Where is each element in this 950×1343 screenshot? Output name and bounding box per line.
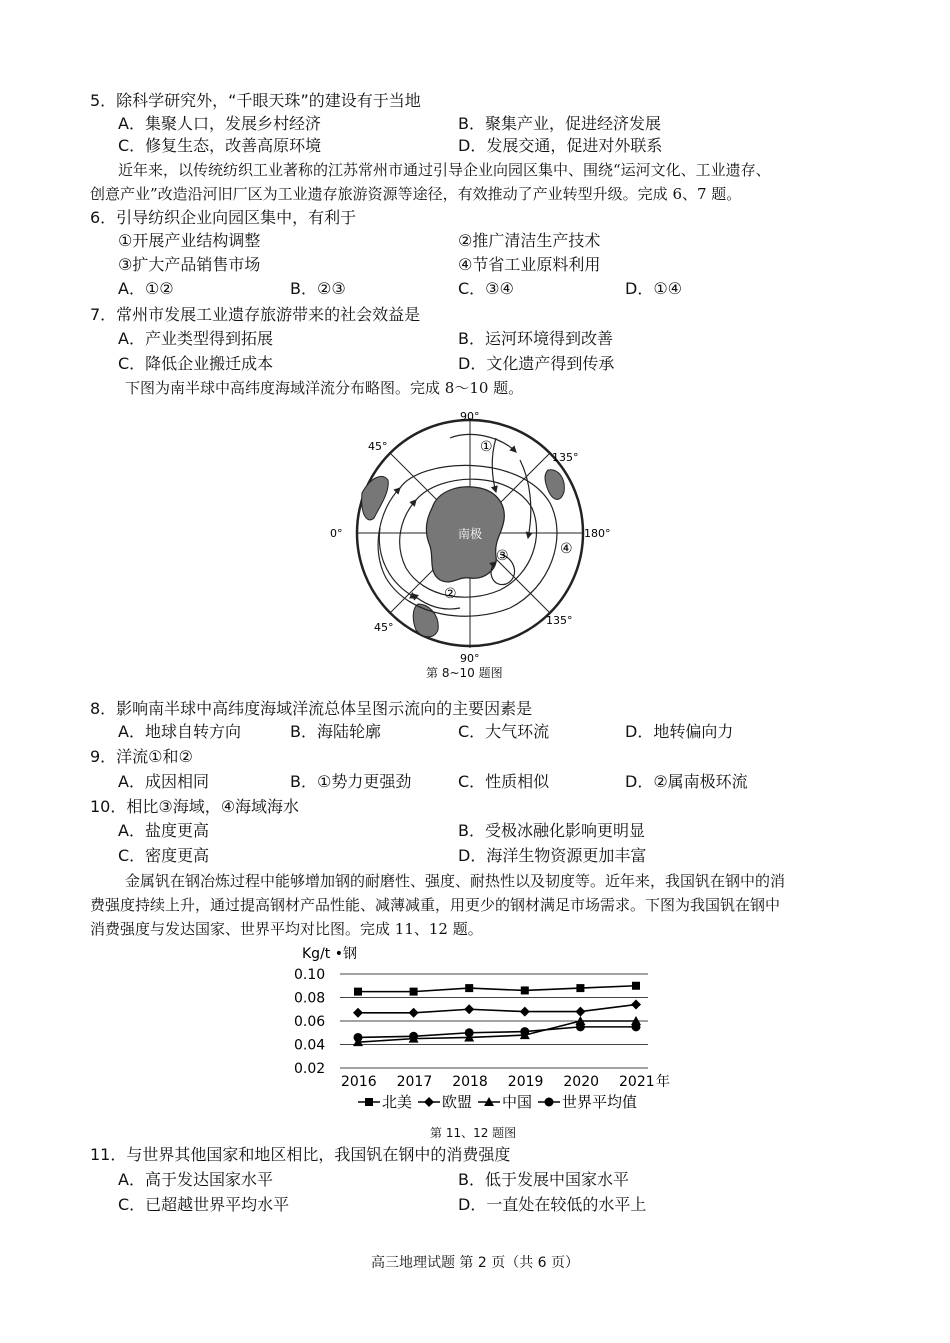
q7-option-a: A．产业类型得到拓展: [118, 329, 273, 348]
chart-point-square: [354, 988, 362, 996]
chart-point-diamond: [520, 1007, 530, 1017]
q5-option-b: B．聚集产业，促进经济发展: [458, 114, 661, 133]
q5-option-d: D．发展交通，促进对外联系: [458, 136, 663, 155]
map-caption: 第 8~10 题图: [426, 666, 503, 680]
q6-item-2: ②推广清洁生产技术: [458, 231, 601, 250]
chart-point-circle: [632, 1022, 641, 1031]
chart-point-diamond: [631, 1000, 641, 1010]
chart-point-square: [410, 988, 418, 996]
legend-marker-circle: [545, 1098, 554, 1107]
chart-point-square: [521, 986, 529, 994]
q5-option-a: A．集聚人口，发展乡村经济: [118, 114, 321, 133]
chart-x-tick-label: 2021: [619, 1074, 655, 1090]
label-90-bottom: 90°: [460, 652, 480, 665]
legend-marker-square: [365, 1098, 373, 1106]
chart-caption: 第 11、12 题图: [430, 1126, 517, 1140]
q11-option-c: C．已超越世界平均水平: [118, 1195, 290, 1214]
chart-point-circle: [520, 1027, 529, 1036]
chart-y-axis-label: Kg/t •钢: [302, 946, 357, 962]
label-90-top: 90°: [460, 410, 480, 423]
marker-4: ④: [560, 541, 573, 557]
q10-stem: 10．相比③海域，④海域海水: [90, 797, 300, 816]
ocean-current-map: [320, 408, 610, 666]
chart-point-square: [632, 982, 640, 990]
vanadium-consumption-chart: [280, 940, 680, 1120]
q7-stem: 7．常州市发展工业遗存旅游带来的社会效益是: [90, 305, 421, 324]
q7-option-b: B．运河环境得到改善: [458, 329, 613, 348]
q9-option-c: C．性质相似: [458, 772, 550, 791]
legend-label: 北美: [382, 1093, 413, 1111]
q8-option-c: C．大气环流: [458, 722, 550, 741]
chart-x-tick-label: 2018: [452, 1074, 488, 1090]
chart-point-diamond: [353, 1008, 363, 1018]
chart-point-circle: [576, 1022, 585, 1031]
q6-option-d: D．①④: [625, 279, 683, 298]
q8-option-a: A．地球自转方向: [118, 722, 241, 741]
intro-8-10: 下图为南半球中高纬度海域洋流分布略图。完成 8～10 题。: [125, 379, 524, 397]
chart-point-diamond: [409, 1008, 419, 1018]
intro-6-7-line1: 近年来，以传统纺织工业著称的江苏常州市通过引导企业向园区集中、围绕“运河文化、工业遗存、: [118, 161, 771, 179]
q11-stem: 11．与世界其他国家和地区相比，我国钒在钢中的消费强度: [90, 1145, 511, 1164]
q6-option-b: B．②③: [290, 279, 346, 298]
q8-stem: 8．影响南半球中高纬度海域洋流总体呈图示流向的主要因素是: [90, 699, 533, 718]
chart-y-tick-label: 0.08: [294, 990, 326, 1007]
q10-option-d: D．海洋生物资源更加丰富: [458, 846, 647, 865]
marker-2: ②: [444, 586, 457, 602]
page-footer: 高三地理试题 第 2 页（共 6 页）: [370, 1255, 580, 1271]
legend-label: 中国: [502, 1093, 533, 1111]
chart-x-tick-label: 2020: [563, 1074, 600, 1090]
intro-11-12-line2: 费强度持续上升，通过提高钢材产品性能、减薄减重，用更少的钢材满足市场需求。下图为我国钒在钢中: [90, 896, 781, 914]
label-0: 0°: [330, 527, 343, 540]
marker-1: ①: [480, 439, 493, 455]
q8-option-b: B．海陆轮廓: [290, 722, 381, 741]
q7-option-d: D．文化遗产得到传承: [458, 354, 615, 373]
label-south-pole: 南极: [458, 527, 483, 541]
q6-option-a: A．①②: [118, 279, 174, 298]
chart-point-circle: [465, 1028, 474, 1037]
label-180: 180°: [584, 527, 610, 540]
chart-point-square: [465, 984, 473, 992]
chart-point-square: [576, 984, 584, 992]
q6-item-4: ④节省工业原料利用: [458, 255, 601, 274]
q9-stem: 9．洋流①和②: [90, 747, 193, 766]
chart-y-tick-label: 0.06: [294, 1014, 326, 1030]
chart-x-tick-label: 2019: [507, 1074, 544, 1090]
chart-series-line-square: [358, 986, 636, 992]
legend-marker-diamond: [424, 1097, 434, 1107]
intro-6-7-line2: 创意产业”改造沿河旧厂区为工业遗存旅游资源等途径，有效推动了产业转型升级。完成 6、7 题。: [90, 185, 742, 203]
chart-point-diamond: [464, 1004, 474, 1014]
q9-option-a: A．成因相同: [118, 772, 209, 791]
label-45-bottom: 45°: [374, 621, 394, 634]
q11-option-b: B．低于发展中国家水平: [458, 1170, 629, 1189]
q8-option-d: D．地转偏向力: [625, 722, 734, 741]
chart-point-diamond: [575, 1007, 585, 1017]
chart-x-tick-label: 2016: [341, 1074, 377, 1090]
chart-y-tick-label: 0.02: [294, 1061, 326, 1077]
marker-3: ③: [496, 548, 509, 564]
label-135-top: 135°: [552, 451, 579, 464]
label-45-top: 45°: [368, 440, 388, 453]
legend-label: 欧盟: [442, 1093, 473, 1111]
q7-option-c: C．降低企业搬迁成本: [118, 354, 274, 373]
q5-option-c: C．修复生态，改善高原环境: [118, 136, 322, 155]
q9-option-b: B．①势力更强劲: [290, 772, 412, 791]
intro-11-12-line3: 消费强度与发达国家、世界平均对比图。完成 11、12 题。: [90, 920, 483, 938]
chart-point-circle: [409, 1032, 418, 1041]
q6-item-3: ③扩大产品销售市场: [118, 255, 261, 274]
q11-option-a: A．高于发达国家水平: [118, 1170, 273, 1189]
q6-item-1: ①开展产业结构调整: [118, 231, 261, 250]
chart-point-circle: [354, 1033, 363, 1042]
chart-x-unit: 年: [656, 1074, 670, 1090]
q10-option-c: C．密度更高: [118, 846, 210, 865]
chart-x-tick-label: 2017: [396, 1074, 433, 1090]
legend-label: 世界平均值: [562, 1093, 638, 1111]
chart-y-tick-label: 0.10: [294, 967, 326, 983]
chart-y-tick-label: 0.04: [294, 1037, 326, 1054]
q10-option-b: B．受极冰融化影响更明显: [458, 821, 645, 840]
intro-11-12-line1: 金属钒在钢冶炼过程中能够增加钢的耐磨性、强度、耐热性以及韧度等。近年来，我国钒在钢中的消: [125, 872, 786, 890]
q6-option-c: C．③④: [458, 279, 514, 298]
q11-option-d: D．一直处在较低的水平上: [458, 1195, 647, 1214]
q10-option-a: A．盐度更高: [118, 821, 209, 840]
q6-stem: 6．引导纺织企业向园区集中，有利于: [90, 208, 357, 227]
chart-series-line-diamond: [358, 1005, 636, 1013]
label-135-bottom: 135°: [546, 614, 573, 627]
q9-option-d: D．②属南极环流: [625, 772, 748, 791]
q5-stem: 5．除科学研究外，“千眼天珠”的建设有于当地: [90, 91, 421, 110]
